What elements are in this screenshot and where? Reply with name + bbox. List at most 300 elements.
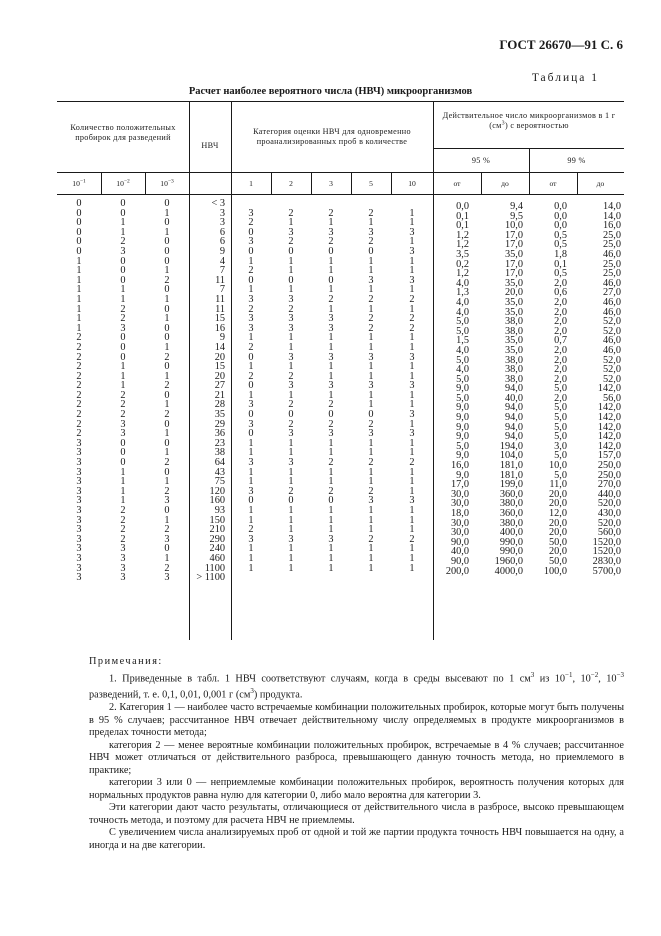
- table-cell: 0: [120, 207, 126, 219]
- table-cell: 2,0: [554, 373, 567, 385]
- table-cell: 2,0: [554, 344, 567, 356]
- table-cell: 0: [288, 274, 294, 286]
- table-cell: 380,0: [499, 517, 523, 529]
- table-cell: 1: [164, 226, 170, 238]
- table-cell: 0: [164, 543, 170, 555]
- table-cell: 11,0: [549, 479, 567, 491]
- table-cell: 1: [368, 399, 374, 411]
- table-title: Расчет наиболее вероятного числа (НВЧ) микроорганизмов: [188, 86, 473, 97]
- table-cell: 20,0: [504, 287, 523, 299]
- table-cell: 2: [164, 274, 170, 286]
- table-cell: 0,6: [554, 287, 567, 299]
- table-cell: 9,0: [456, 469, 469, 481]
- table-cell: 0: [248, 351, 254, 363]
- table-cell: 2: [409, 457, 415, 469]
- table-cell: 3: [328, 533, 334, 545]
- table-cell: 11: [215, 303, 225, 315]
- table-cell: 400,0: [499, 527, 523, 539]
- subheader-dilution-1: $10^{-1}$: [72, 178, 86, 188]
- table-cell: 290: [209, 533, 225, 545]
- table-cell: 1: [76, 293, 82, 305]
- table-cell: 120: [209, 485, 225, 497]
- table-cell: 1: [328, 217, 334, 229]
- table-cell: 16,0: [450, 460, 469, 472]
- table-cell: 2: [368, 313, 374, 325]
- table-cell: 0: [164, 466, 170, 478]
- table-cell: 1: [288, 514, 294, 526]
- table-cell: 194,0: [499, 440, 523, 452]
- table-cell: 1: [368, 466, 374, 478]
- table-cell: 3: [368, 274, 374, 286]
- table-cell: 18,0: [450, 508, 469, 519]
- table-cell: 1: [409, 418, 415, 430]
- table-cell: 14,0: [602, 201, 621, 212]
- table-cell: 3: [219, 217, 225, 229]
- table-cell: 15: [214, 313, 225, 325]
- note-2: 2. Категория 1 — наиболее часто встречаемые комбинации положительных пробирок, которые могут быть получены в 95 % случаев; рассчитанное НВЧ отвечает действительному числу определяемых в продукте микроорганизмов в пределах точности метода;: [89, 702, 624, 739]
- table-cell: 17,0: [504, 229, 523, 241]
- table-cell: 20: [214, 351, 225, 363]
- table-cell: 1: [328, 562, 334, 574]
- table-cell: 1: [328, 437, 334, 449]
- column-cat-10: [391, 199, 433, 583]
- column-from-99: [533, 202, 567, 576]
- table-cell: 1: [368, 447, 374, 459]
- table-cell: 3: [164, 572, 170, 584]
- table-cell: 3: [248, 418, 254, 430]
- table-cell: 9,0: [456, 421, 469, 433]
- table-cell: 1: [409, 303, 415, 315]
- table-cell: 52,0: [602, 354, 621, 366]
- table-cell: 1: [248, 466, 254, 478]
- table-cell: 0: [76, 236, 82, 248]
- note-1: 1. Приведенные в табл. 1 НВЧ соответствуют случаям, когда в среды высевают по 1 $см^3$ из $10^{-1}$, $10^{-2}$, $10^{-3}$ разведений, т. е. 0,1, 0,01, 0,001 г $(см^3)$ продукта.: [89, 670, 625, 701]
- table-cell: 1: [288, 255, 294, 267]
- table-cell: 2: [164, 351, 170, 363]
- table-cell: 1: [288, 447, 294, 459]
- table-cell: 1: [248, 552, 254, 564]
- table-cell: 181,0: [499, 460, 523, 472]
- table-cell: 2: [368, 322, 374, 334]
- table-cell: 10,0: [548, 460, 567, 472]
- table-cell: 3: [409, 409, 415, 421]
- table-cell: 1: [76, 255, 82, 267]
- table-cell: 1: [328, 466, 334, 478]
- table-cell: 2,0: [554, 316, 567, 328]
- table-cell: 1520,0: [592, 536, 621, 548]
- table-cell: 75: [214, 476, 225, 488]
- table-cell: 1: [368, 562, 374, 574]
- table-cell: 3,0: [554, 440, 567, 452]
- table-cell: 142,0: [597, 421, 621, 433]
- table-cell: 2: [328, 485, 334, 497]
- table-cell: 0: [120, 437, 126, 449]
- table-cell: 20,0: [548, 517, 567, 529]
- table-cell: 4,0: [456, 306, 469, 318]
- table-cell: 12,0: [548, 508, 567, 519]
- table-cell: 0: [328, 495, 334, 507]
- table-cell: 0,7: [554, 335, 567, 347]
- note-4: категории 3 или 0 — неприемлемые комбинации положительных пробирок, вероятность получения которых для нормальных продуктов равна нулю для категории 0, либо мало вероятна для категории 3.: [89, 777, 624, 801]
- table-cell: 7: [219, 265, 225, 277]
- table-cell: 520,0: [597, 498, 621, 510]
- table-cell: 3: [76, 505, 82, 516]
- table-cell: 2: [164, 380, 170, 392]
- table-cell: 93: [214, 505, 225, 516]
- table-cell: 2: [120, 389, 126, 401]
- table-cell: 1: [248, 514, 254, 526]
- table-cell: 4: [219, 255, 225, 267]
- table-cell: 0: [248, 226, 254, 238]
- table-cell: 1: [248, 476, 254, 488]
- table-cell: 56,0: [602, 392, 621, 404]
- table-cell: 2830,0: [592, 555, 621, 567]
- table-cell: 0: [120, 274, 126, 286]
- table-cell: 3: [76, 562, 82, 574]
- table-cell: 1: [368, 389, 374, 401]
- table-cell: 14: [214, 341, 225, 353]
- table-cell: 3: [164, 533, 170, 545]
- table-cell: 3: [409, 428, 415, 440]
- table-cell: 1,2: [456, 229, 469, 241]
- table-cell: 2: [120, 505, 126, 516]
- table-cell: 2: [248, 524, 254, 536]
- table-cell: 2: [76, 332, 82, 344]
- table-cell: 2: [248, 265, 254, 277]
- table-cell: 0: [328, 274, 334, 286]
- table-cell: 2: [368, 485, 374, 497]
- table-cell: 25,0: [602, 268, 621, 280]
- table-cell: 3: [248, 236, 254, 248]
- table-cell: 1: [288, 505, 294, 516]
- table-cell: 3: [409, 495, 415, 507]
- table-cell: 2: [248, 370, 254, 382]
- table-cell: 9,0: [456, 450, 469, 462]
- table-cell: 1: [120, 380, 126, 392]
- column-d1: [57, 199, 101, 583]
- table-cell: 142,0: [597, 431, 621, 443]
- table-cell: 1520,0: [592, 546, 621, 558]
- header-prob-99: 99 %: [567, 156, 586, 165]
- table-cell: 4,0: [456, 344, 469, 356]
- table-cell: 250,0: [597, 460, 621, 472]
- header-mpn: НВЧ: [201, 141, 219, 150]
- header-category: Категория оценки НВЧ для одновременно проанализированных проб в количестве: [253, 127, 411, 146]
- table-cell: 2: [76, 351, 82, 363]
- table-cell: 1: [409, 514, 415, 526]
- table-cell: 14,0: [602, 210, 621, 222]
- rule-body: [57, 194, 624, 195]
- table-cell: 3: [76, 476, 82, 488]
- table-cell: 3: [248, 399, 254, 411]
- table-cell: 1: [368, 437, 374, 449]
- table-cell: 250,0: [597, 469, 621, 481]
- table-cell: 1: [328, 255, 334, 267]
- table-cell: 3: [248, 533, 254, 545]
- table-cell: 3: [409, 274, 415, 286]
- table-cell: 0: [76, 207, 82, 219]
- table-cell: 157,0: [597, 450, 621, 462]
- table-cell: 50,0: [548, 536, 567, 548]
- table-cell: 30,0: [450, 527, 469, 539]
- table-cell: 1: [248, 447, 254, 459]
- table-cell: 1: [288, 437, 294, 449]
- table-cell: 1: [328, 447, 334, 459]
- table-cell: 0: [120, 332, 126, 344]
- table-cell: 3: [409, 351, 415, 363]
- table-cell: 3: [76, 495, 82, 507]
- table-cell: 0: [248, 409, 254, 421]
- table-cell: 3: [248, 457, 254, 469]
- table-cell: 2,0: [554, 354, 567, 366]
- note-3: категория 2 — менее вероятные комбинации положительных пробирок, встречаемые в 4 % случаев; рассчитанное НВЧ может отличаться от действительного разброса, превышающего данную точность метода, но приемлемого в практике;: [89, 739, 624, 776]
- table-cell: 1: [248, 543, 254, 555]
- table-cell: 1: [368, 524, 374, 536]
- table-cell: 1: [368, 332, 374, 344]
- table-cell: 17,0: [504, 239, 523, 251]
- table-cell: 3: [76, 485, 82, 497]
- table-cell: 0: [120, 198, 126, 209]
- table-cell: 38,0: [504, 373, 523, 385]
- table-cell: 2: [288, 236, 294, 248]
- column-d2: [101, 199, 145, 583]
- table-cell: 3: [368, 495, 374, 507]
- table-cell: 1: [409, 562, 415, 574]
- table-cell: 1: [76, 274, 82, 286]
- table-cell: 3: [76, 543, 82, 555]
- table-cell: 94,0: [504, 431, 523, 443]
- table-cell: 35,0: [504, 296, 523, 308]
- table-cell: 1: [368, 303, 374, 315]
- table-cell: 35,0: [504, 277, 523, 289]
- table-cell: 0: [164, 245, 170, 257]
- table-cell: 3: [328, 226, 334, 238]
- subheader-to-95: до: [501, 179, 509, 188]
- table-cell: 2: [409, 293, 415, 305]
- subheader-count-5: 5: [369, 179, 373, 188]
- table-cell: 3: [368, 428, 374, 440]
- table-cell: 1100: [204, 562, 225, 574]
- table-cell: 460: [209, 552, 225, 564]
- table-cell: 94,0: [504, 383, 523, 395]
- table-cell: 5,0: [456, 440, 469, 452]
- table-cell: 46,0: [602, 335, 621, 347]
- table-cell: 1: [76, 313, 82, 325]
- table-cell: 11: [215, 293, 225, 305]
- table-cell: 0: [248, 380, 254, 392]
- table-cell: 2: [120, 303, 126, 315]
- table-cell: 27: [214, 380, 225, 392]
- table-cell: 23: [214, 437, 225, 449]
- table-cell: 1: [328, 370, 334, 382]
- table-cell: 3: [288, 313, 294, 325]
- table-cell: 5,0: [456, 354, 469, 366]
- table-cell: 1: [288, 265, 294, 277]
- table-cell: 1: [120, 284, 126, 296]
- subheader-count-1: 1: [249, 179, 253, 188]
- table-cell: 0: [120, 447, 126, 459]
- table-cell: 2: [248, 303, 254, 315]
- table-cell: 0: [328, 409, 334, 421]
- table-cell: 2: [368, 207, 374, 219]
- table-cell: 1: [328, 361, 334, 373]
- table-cell: 1: [409, 341, 415, 353]
- table-cell: 35,0: [504, 306, 523, 318]
- table-cell: 1: [164, 476, 170, 488]
- table-cell: 3: [248, 207, 254, 219]
- table-cell: 520,0: [597, 517, 621, 529]
- table-cell: 150: [209, 514, 225, 526]
- table-cell: 3: [409, 226, 415, 238]
- table-cell: 1: [409, 207, 415, 219]
- table-cell: 0: [76, 226, 82, 238]
- table-cell: 3: [248, 293, 254, 305]
- table-cell: 0: [288, 495, 294, 507]
- table-cell: 9,0: [456, 383, 469, 395]
- table-cell: 3: [248, 313, 254, 325]
- table-cell: 1: [328, 389, 334, 401]
- table-cell: 2: [76, 361, 82, 373]
- table-cell: 2: [288, 485, 294, 497]
- table-cell: 1: [164, 399, 170, 411]
- table-cell: 0: [248, 428, 254, 440]
- table-cell: < 3: [211, 198, 225, 209]
- table-cell: 1: [164, 293, 170, 305]
- table-cell: > 1100: [196, 572, 225, 584]
- document-reference: ГОСТ 26670—91 С. 6: [499, 37, 623, 52]
- table-cell: 142,0: [597, 402, 621, 414]
- table-cell: 1: [409, 332, 415, 344]
- table-cell: 1960,0: [494, 555, 523, 567]
- table-cell: 3: [164, 495, 170, 507]
- table-cell: 1: [120, 466, 126, 478]
- table-cell: 9: [219, 245, 225, 257]
- table-cell: 1: [288, 389, 294, 401]
- table-cell: 1: [164, 341, 170, 353]
- table-cell: 104,0: [499, 450, 523, 462]
- table-cell: 3: [328, 313, 334, 325]
- table-cell: 9,0: [456, 402, 469, 414]
- table-cell: 1: [120, 370, 126, 382]
- table-cell: 1: [76, 284, 82, 296]
- subheader-count-3: 3: [329, 179, 333, 188]
- table-cell: 9,0: [456, 412, 469, 424]
- table-cell: 5,0: [456, 316, 469, 328]
- table-cell: 52,0: [602, 325, 621, 337]
- table-cell: 380,0: [499, 498, 523, 510]
- table-cell: 1: [288, 524, 294, 536]
- table-cell: 0,0: [456, 201, 469, 212]
- table-cell: 38,0: [504, 325, 523, 337]
- table-cell: 7: [219, 284, 225, 296]
- table-cell: 0,2: [456, 258, 469, 270]
- header-positive-tubes: Количество положительных пробирок для разведений: [70, 123, 176, 142]
- table-cell: 1: [368, 476, 374, 488]
- table-cell: 1: [248, 389, 254, 401]
- table-cell: 9: [219, 332, 225, 344]
- table-cell: 2: [76, 399, 82, 411]
- table-cell: 46,0: [602, 277, 621, 289]
- table-cell: 0: [164, 236, 170, 248]
- table-cell: 20,0: [548, 527, 567, 539]
- table-cell: 2: [328, 418, 334, 430]
- table-cell: 52,0: [602, 364, 621, 376]
- table-cell: 9,5: [510, 210, 523, 222]
- table-cell: 9,0: [456, 431, 469, 443]
- table-cell: 3: [409, 380, 415, 392]
- table-cell: 1: [409, 217, 415, 229]
- column-cat-3: [311, 199, 351, 583]
- table-cell: 2: [164, 562, 170, 574]
- table-cell: 2: [409, 322, 415, 334]
- table-cell: 3: [328, 428, 334, 440]
- table-cell: 1: [248, 284, 254, 296]
- table-cell: 1: [328, 284, 334, 296]
- table-cell: 0: [164, 505, 170, 516]
- table-cell: 64: [214, 457, 225, 469]
- table-cell: 3: [120, 428, 126, 440]
- table-cell: 0: [368, 409, 374, 421]
- table-cell: 3: [120, 552, 126, 564]
- table-cell: 3: [368, 380, 374, 392]
- table-cell: 1: [368, 217, 374, 229]
- table-cell: 1: [328, 543, 334, 555]
- table-cell: 1: [368, 514, 374, 526]
- table-cell: 0,0: [554, 220, 567, 232]
- table-cell: 2: [368, 418, 374, 430]
- rule-subheader: [57, 172, 624, 173]
- table-cell: 1: [409, 265, 415, 277]
- table-cell: 1: [120, 485, 126, 497]
- table-cell: 1: [328, 505, 334, 516]
- table-cell: 38,0: [504, 354, 523, 366]
- table-cell: 3: [288, 428, 294, 440]
- table-cell: 52,0: [602, 316, 621, 328]
- table-cell: 1: [248, 505, 254, 516]
- table-cell: 0: [164, 217, 170, 229]
- table-cell: 16,0: [602, 220, 621, 232]
- table-cell: 560,0: [597, 527, 621, 539]
- table-cell: 3: [248, 322, 254, 334]
- table-cell: 50,0: [548, 555, 567, 567]
- notes-heading: Примечания:: [89, 656, 163, 667]
- table-cell: 1: [76, 322, 82, 334]
- table-cell: 2: [120, 409, 126, 421]
- table-cell: 2: [164, 485, 170, 497]
- table-cell: 3: [288, 293, 294, 305]
- table-cell: 1: [288, 332, 294, 344]
- table-cell: 2: [76, 380, 82, 392]
- table-cell: 90,0: [450, 536, 469, 548]
- table-cell: 270,0: [597, 479, 621, 491]
- subheader-to-99: до: [596, 179, 605, 188]
- subheader-dilution-3: $10^{-3}$: [160, 178, 174, 188]
- table-cell: 1: [164, 428, 170, 440]
- table-cell: 40,0: [504, 392, 523, 404]
- table-cell: 6: [219, 226, 225, 238]
- table-cell: 46,0: [602, 248, 621, 260]
- table-cell: 1: [328, 303, 334, 315]
- table-cell: 0: [120, 351, 126, 363]
- table-cell: 0: [368, 245, 374, 257]
- table-cell: 0: [288, 245, 294, 257]
- table-cell: 1,8: [554, 248, 567, 260]
- table-cell: 2: [76, 428, 82, 440]
- table-cell: 1: [248, 255, 254, 267]
- table-cell: [311, 573, 351, 583]
- table-cell: 360,0: [499, 488, 523, 500]
- table-cell: 38,0: [504, 316, 523, 328]
